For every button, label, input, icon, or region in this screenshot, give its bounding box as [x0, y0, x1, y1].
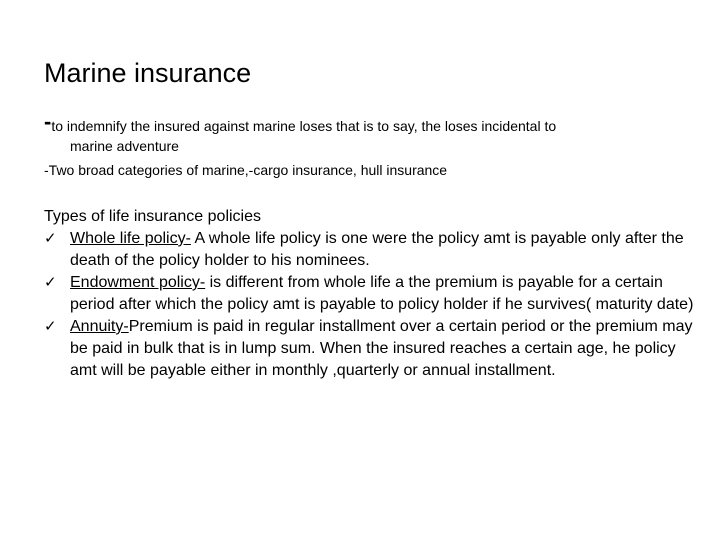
- checkmark-icon: ✓: [44, 230, 57, 247]
- policy-term: Endowment policy-: [70, 274, 206, 291]
- policy-description: Premium is paid in regular installment over a certain period or the premium may be paid in bulk that is in lump sum. When the insured reaches a certain age, he policy amt will be payable either in monthly ,quarterly or annual installment.: [70, 318, 693, 379]
- checkmark-icon: ✓: [44, 274, 57, 291]
- life-insurance-section: [44, 206, 694, 382]
- dash-marker: -: [44, 109, 52, 134]
- list-item: [44, 316, 694, 382]
- policy-term: Whole life policy-: [70, 230, 191, 247]
- marine-definition-line: [44, 109, 557, 136]
- marine-categories-line: -Two broad categories of marine,-cargo insurance, hull insurance: [44, 162, 448, 178]
- policy-description: A whole life policy is one were the policy amt is payable only after the death of the policy holder to his nominees.: [70, 230, 684, 269]
- policy-description: is different from whole life a the premium is payable for a certain period after which the policy amt is payable to policy holder if he survives( maturity date): [70, 274, 694, 313]
- marine-definition-text: to indemnify the insured against marine loses that is to say, the loses incidental to: [51, 118, 557, 134]
- checkmark-icon: ✓: [44, 318, 57, 335]
- life-insurance-heading: Types of life insurance policies: [44, 208, 261, 225]
- slide-title: Marine insurance: [44, 58, 252, 88]
- policy-term: Annuity-: [70, 318, 129, 335]
- list-item: [44, 272, 694, 316]
- policy-list: [44, 228, 694, 382]
- list-item: [44, 228, 694, 272]
- marine-definition-continuation: marine adventure: [70, 138, 179, 154]
